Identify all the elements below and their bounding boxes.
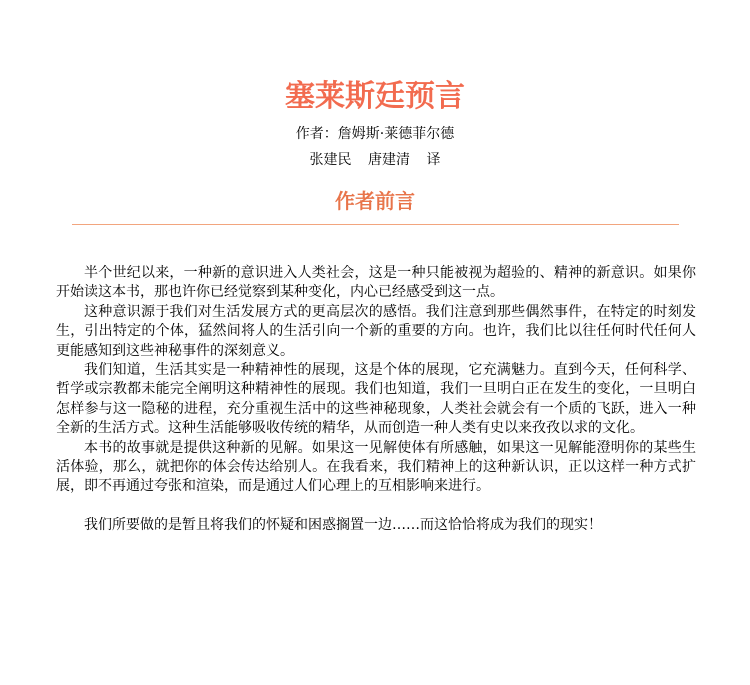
section-title: 作者前言 bbox=[335, 189, 415, 213]
translator-line bbox=[0, 150, 750, 170]
book-title: 塞莱斯廷预言 bbox=[285, 79, 465, 114]
paragraph-2: 这种意识源于我们对生活发展方式的更高层次的感悟。我们注意到那些偶然事件，在特定的时刻发生，引出特定的个体，猛然间将人的生活引向一个新的重要的方向。也许，我们比以往任何时代任何人更能感知到这些神秘事件的深刻意义。 bbox=[56, 303, 696, 359]
translator-suffix: 译 bbox=[426, 152, 441, 168]
paragraph-1: 半个世纪以来，一种新的意识进入人类社会，这是一种只能被视为超验的、精神的新意识。如果你开始读这本书，那也许你已经觉察到某种变化，内心已经感受到这一点。 bbox=[56, 265, 696, 301]
preface-body bbox=[56, 264, 696, 535]
paragraph-3: 我们知道，生活其实是一种精神性的展现，这是个体的展现，它充满魅力。直到今天，任何科学、哲学或宗教都未能完全阐明这种精神性的展现。我们也知道，我们一旦明白正在发生的变化，一旦明白怎样参与这一隐秘的进程，充分重视生活中的这些神秘现象，人类社会就会有一个质的飞跃，进入一种全新的生活方式。这种生活能够吸收传统的精华，从而创造一种人类有史以来孜孜以求的文化。 bbox=[56, 362, 696, 437]
translator-name-2: 唐建清 bbox=[368, 152, 410, 168]
paragraph-4: 本书的故事就是提供这种新的见解。如果这一见解使体有所感触，如果这一见解能澄明你的某些生活体验，那么，就把你的体会传达给别人。在我看来，我们精神上的这种新认识，正以这样一种方式扩展，即不再通过夸张和渲染，而是通过人们心理上的互相影响来进行。 bbox=[56, 439, 696, 495]
closing-paragraph: 我们所要做的是暂且将我们的怀疑和困惑搁置一边……而这恰恰将成为我们的现实！ bbox=[84, 516, 602, 533]
title-divider bbox=[72, 224, 679, 225]
author-line: 作者：詹姆斯·莱德菲尔德 bbox=[295, 126, 455, 142]
translator-name-1: 张建民 bbox=[309, 152, 352, 168]
